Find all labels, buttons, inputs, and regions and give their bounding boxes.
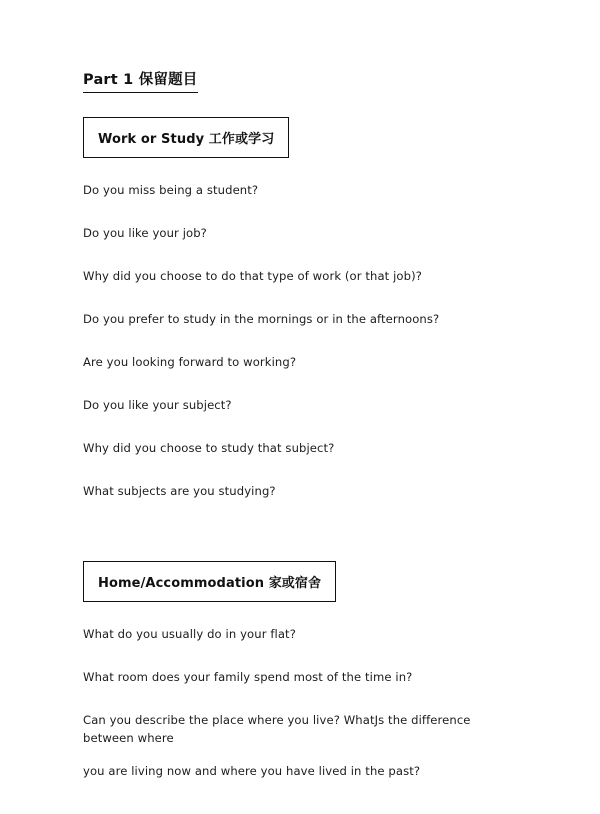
section-heading-work-or-study: Work or Study 工作或学习 bbox=[83, 117, 289, 158]
question-item: Are you looking forward to working? bbox=[83, 354, 297, 369]
question-item: Do you miss being a student? bbox=[83, 183, 259, 197]
question-item: What room does your family spend most of the time in? bbox=[83, 669, 413, 684]
question-list-home-accommodation bbox=[83, 626, 543, 781]
question-item: What do you usually do in your flat? bbox=[83, 627, 296, 641]
question-item: Do you prefer to study in the mornings or in the afternoons? bbox=[83, 311, 440, 326]
question-list-work-or-study bbox=[83, 182, 543, 501]
document-content bbox=[83, 68, 543, 778]
section-work-or-study bbox=[83, 93, 543, 501]
question-line: you are living now and where you have lived in the past? bbox=[83, 763, 421, 778]
question-item: Do you like your job? bbox=[83, 225, 207, 240]
question-item-long bbox=[83, 712, 523, 781]
question-line: Can you describe the place where you live? WhatJs the difference between where bbox=[83, 712, 471, 745]
page-title: Part 1 保留题目 bbox=[83, 68, 198, 93]
section-heading-home-accommodation: Home/Accommodation 家或宿舍 bbox=[83, 561, 336, 602]
question-item: Why did you choose to do that type of work (or that job)? bbox=[83, 268, 422, 283]
section-home-accommodation bbox=[83, 561, 543, 805]
question-item: Why did you choose to study that subject? bbox=[83, 440, 335, 455]
question-item: What subjects are you studying? bbox=[83, 483, 276, 498]
question-item: Do you like your subject? bbox=[83, 397, 232, 412]
